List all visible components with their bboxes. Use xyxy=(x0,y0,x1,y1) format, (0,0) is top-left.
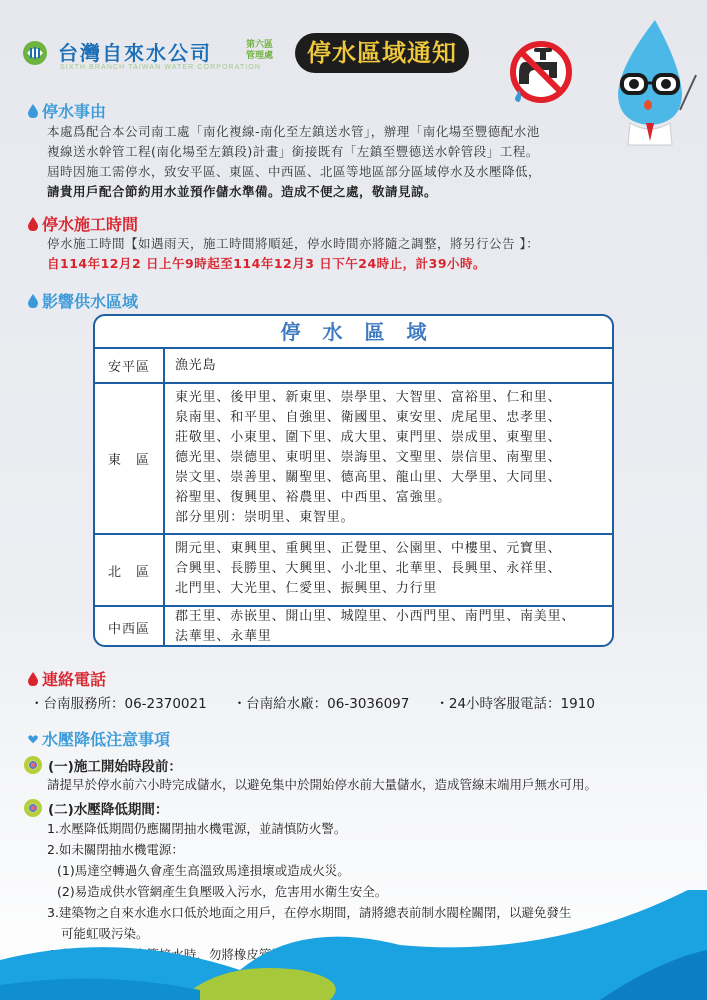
table-row xyxy=(95,535,612,607)
affected-area-table xyxy=(93,314,614,647)
village-line: 法華里、永華里 xyxy=(175,629,272,644)
notice-title: 停水區域通知 xyxy=(295,33,469,73)
branch-line1: 第六區 xyxy=(246,40,274,50)
during-subtitle xyxy=(24,798,168,818)
schedule-section-title xyxy=(28,212,138,235)
logo-icon xyxy=(22,40,48,66)
during-item: (2)易造成供水管網產生負壓吸入污水，危害用水衛生安全。 xyxy=(57,884,388,899)
branch-line2: 管理處 xyxy=(246,51,274,61)
reason-title-text: 停水事由 xyxy=(42,102,107,121)
branch-label xyxy=(246,40,273,62)
during-title-text: (二)水壓降低期間： xyxy=(48,802,169,818)
reason-line: 屆時因施工需停水，致安平區、東區、中西區、北區等地區部分區域停水及水壓降低， xyxy=(47,164,542,179)
district-villages xyxy=(165,535,612,605)
district-villages xyxy=(165,384,612,533)
heart-drop-icon xyxy=(28,732,38,746)
village-line: 北門里、大光里、仁愛里、振興里、力行里 xyxy=(175,581,438,596)
contact-section-title xyxy=(28,667,106,690)
reason-line: 本處爲配合本公司南工處「南化複線-南化至左鎮送水管」，辦理「南化場至豐德配水池 xyxy=(47,124,540,139)
during-item: 1.水壓降低期間仍應關閉抽水機電源，並請慎防火警。 xyxy=(47,821,347,836)
village-line: 東光里、後甲里、新東里、崇學里、大智里、富裕里、仁和里、 xyxy=(175,390,562,405)
decorative-waves xyxy=(0,890,707,1000)
village-line: 郡王里、赤嵌里、開山里、城隍里、小西門里、南門里、南美里、 xyxy=(175,609,576,624)
schedule-title-text: 停水施工時間 xyxy=(42,215,139,234)
pressure-title-text: 水壓降低注意事項 xyxy=(42,730,171,749)
district-label: 安平區 xyxy=(95,349,165,382)
water-drop-icon xyxy=(28,217,38,231)
during-item: 可能虹吸污染。 xyxy=(61,926,149,941)
contact-phone-service[interactable]: ・台南服務所：06-2370021 xyxy=(30,696,207,712)
company-english-name: SIXTH BRANCH TAIWAN WATER CORPORATION xyxy=(60,64,262,71)
affected-title-text: 影響供水區域 xyxy=(42,292,139,311)
village-line: 合興里、長勝里、大興里、小北里、北華里、長興里、永祥里、 xyxy=(175,561,562,576)
reason-line: 複線送水幹管工程(南化場至左鎮段)計畫」銜接既有「左鎮至豐德送水幹管段」工程。 xyxy=(47,144,539,159)
contact-title-text: 連絡電話 xyxy=(42,670,107,689)
affected-section-title xyxy=(28,289,138,312)
contact-phone-hotline[interactable]: ・24小時客服電話：1910 xyxy=(435,696,595,712)
village-line: 德光里、崇德里、東明里、崇誨里、文聖里、崇信里、南聖里、 xyxy=(175,450,562,465)
district-villages xyxy=(165,349,612,382)
district-label: 北 區 xyxy=(95,535,165,605)
bullet-badge-icon xyxy=(24,799,42,817)
village-line: 漁光島 xyxy=(175,357,217,373)
table-row xyxy=(95,349,612,384)
district-villages xyxy=(165,607,612,647)
village-line: 莊敬里、小東里、圍下里、成大里、東門里、崇成里、東聖里、 xyxy=(175,430,562,445)
table-header: 停水區域 xyxy=(95,316,612,349)
during-item: 3.建築物之自來水進水口低於地面之用戶，在停水期間，請將總表前制水閥栓關閉，以避免發生 xyxy=(47,905,572,920)
schedule-period: 自114年12月2 日上午9時起至114年12月3 日下午24時止，計39小時。 xyxy=(47,256,487,271)
before-text xyxy=(47,774,597,795)
header xyxy=(0,0,707,100)
village-line: 崇文里、崇善里、關聖里、德高里、龍山里、大學里、大同里、 xyxy=(175,470,562,485)
before-line: 請提早於停水前六小時完成儲水，以避免集中於開始停水前大量儲水，造成管線末端用戶無水可用。 xyxy=(47,777,598,792)
pressure-section-title xyxy=(28,727,170,750)
no-water-tap-icon xyxy=(505,38,577,110)
schedule-note: 停水施工時間【如遇雨天，施工時間將順延，停水時間亦將隨之調整，將另行公告 】： xyxy=(47,236,540,251)
reason-paragraph xyxy=(47,122,541,202)
water-drop-icon xyxy=(28,672,38,686)
schedule-paragraph xyxy=(47,234,539,274)
during-item: 2.如未關閉抽水機電源： xyxy=(47,842,184,857)
before-title-text: (一)施工開始時段前： xyxy=(48,759,182,775)
contact-list xyxy=(30,692,595,712)
water-drop-mascot-icon xyxy=(600,15,700,155)
reason-section-title xyxy=(28,99,106,122)
village-line: 開元里、東興里、重興里、正覺里、公園里、中樓里、元寶里、 xyxy=(175,541,562,556)
bullet-badge-icon xyxy=(24,756,42,774)
company-name: 台灣自來水公司 xyxy=(58,41,212,65)
water-drop-icon xyxy=(28,104,38,118)
district-label: 中西區 xyxy=(95,607,165,647)
water-drop-icon xyxy=(28,294,38,308)
contact-phone-plant[interactable]: ・台南給水廠：06-3036097 xyxy=(232,696,410,712)
before-subtitle xyxy=(24,755,182,775)
village-line: 裕聖里、復興里、裕農里、中西里、富強里。 xyxy=(175,490,452,505)
table-row xyxy=(95,607,612,647)
village-line: 泉南里、和平里、自強里、衛國里、東安里、虎尾里、忠孝里、 xyxy=(175,410,562,425)
table-row xyxy=(95,384,612,535)
village-line: 部分里別：崇明里、東智里。 xyxy=(175,510,355,525)
reason-bold-line: 請貴用戶配合節約用水並預作儲水準備。造成不便之處，敬請見諒。 xyxy=(47,184,438,199)
district-label: 東 區 xyxy=(95,384,165,533)
during-item: (1)馬達空轉過久會產生高溫致馬達損壞或造成火災。 xyxy=(57,863,350,878)
